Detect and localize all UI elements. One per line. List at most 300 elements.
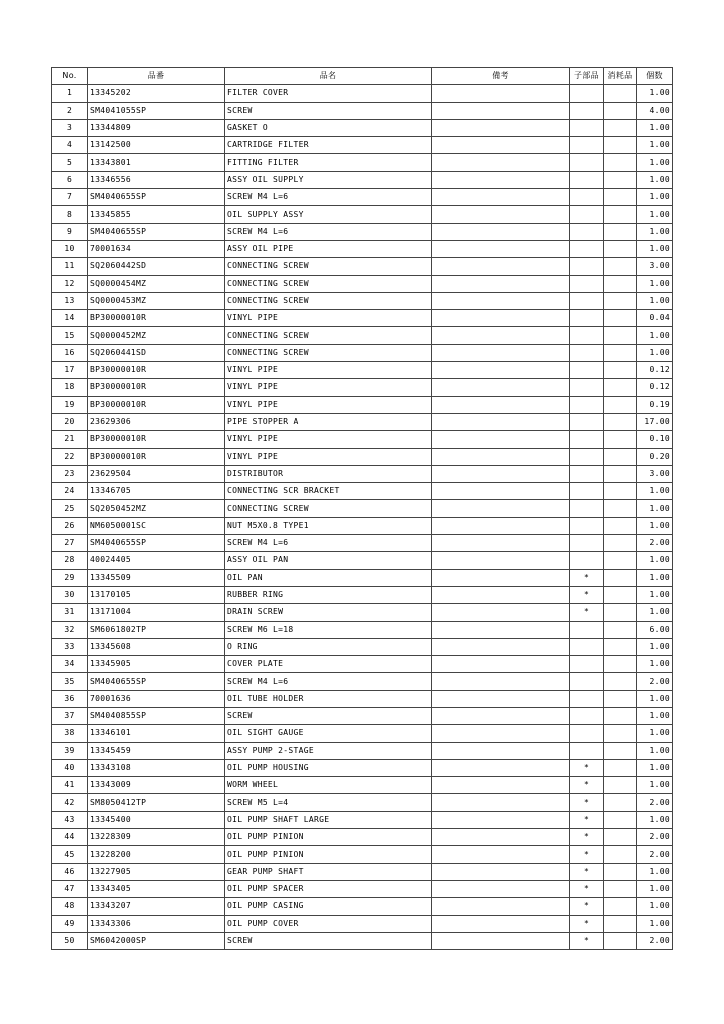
sub-part-mark-cell: [570, 206, 604, 223]
quantity-cell: 1.00: [637, 292, 673, 309]
consumable-mark-cell: [604, 759, 637, 776]
table-row: [52, 880, 673, 897]
row-number-cell: 7: [52, 189, 88, 206]
row-number-cell: 9: [52, 223, 88, 240]
part-name-cell: PIPE STOPPER A: [225, 413, 432, 430]
part-number-cell: 13343009: [88, 777, 225, 794]
sub-part-mark-cell: [570, 500, 604, 517]
row-number-cell: 48: [52, 898, 88, 915]
sub-part-mark-cell: [570, 344, 604, 361]
consumable-mark-cell: [604, 932, 637, 949]
remarks-cell: [432, 137, 570, 154]
sub-part-mark-cell: [570, 137, 604, 154]
remarks-cell: [432, 500, 570, 517]
table-row: [52, 932, 673, 949]
row-number-cell: 23: [52, 465, 88, 482]
remarks-cell: [432, 932, 570, 949]
quantity-cell: 1.00: [637, 725, 673, 742]
part-number-cell: BP30000010R: [88, 396, 225, 413]
quantity-cell: 1.00: [637, 275, 673, 292]
table-row: [52, 240, 673, 257]
sub-part-mark-cell: [570, 275, 604, 292]
part-number-cell: 13227905: [88, 863, 225, 880]
part-number-cell: 13171004: [88, 604, 225, 621]
row-number-cell: 35: [52, 673, 88, 690]
sub-part-mark-cell: [570, 638, 604, 655]
row-number-cell: 2: [52, 102, 88, 119]
part-name-cell: CONNECTING SCREW: [225, 275, 432, 292]
table-row: [52, 171, 673, 188]
quantity-cell: 2.00: [637, 829, 673, 846]
row-number-cell: 43: [52, 811, 88, 828]
remarks-cell: [432, 777, 570, 794]
part-number-cell: 13345509: [88, 569, 225, 586]
quantity-cell: 1.00: [637, 119, 673, 136]
part-number-cell: SQ0000453MZ: [88, 292, 225, 309]
consumable-mark-cell: [604, 119, 637, 136]
table-row: [52, 552, 673, 569]
part-number-cell: SQ2050452MZ: [88, 500, 225, 517]
sub-part-mark-cell: [570, 742, 604, 759]
part-name-cell: CONNECTING SCREW: [225, 500, 432, 517]
consumable-mark-cell: [604, 621, 637, 638]
table-row: [52, 759, 673, 776]
part-number-cell: 13343801: [88, 154, 225, 171]
sub-part-mark-cell: [570, 327, 604, 344]
row-number-cell: 27: [52, 535, 88, 552]
part-name-cell: SCREW M4 L=6: [225, 535, 432, 552]
part-name-cell: SCREW M4 L=6: [225, 673, 432, 690]
part-name-cell: ASSY OIL PAN: [225, 552, 432, 569]
sub-part-mark-cell: [570, 465, 604, 482]
sub-part-mark-cell: *: [570, 898, 604, 915]
part-number-cell: BP30000010R: [88, 448, 225, 465]
part-number-cell: SM6042000SP: [88, 932, 225, 949]
sub-part-mark-cell: [570, 413, 604, 430]
remarks-cell: [432, 829, 570, 846]
part-number-cell: 13170105: [88, 586, 225, 603]
part-number-cell: SM4040855SP: [88, 707, 225, 724]
table-row: [52, 863, 673, 880]
table-row: [52, 137, 673, 154]
header-part-number: 品番: [88, 68, 225, 85]
remarks-cell: [432, 742, 570, 759]
remarks-cell: [432, 275, 570, 292]
table-row: [52, 569, 673, 586]
quantity-cell: 6.00: [637, 621, 673, 638]
remarks-cell: [432, 292, 570, 309]
sub-part-mark-cell: *: [570, 811, 604, 828]
sub-part-mark-cell: [570, 240, 604, 257]
consumable-mark-cell: [604, 448, 637, 465]
sub-part-mark-cell: [570, 690, 604, 707]
row-number-cell: 21: [52, 431, 88, 448]
row-number-cell: 3: [52, 119, 88, 136]
row-number-cell: 30: [52, 586, 88, 603]
consumable-mark-cell: [604, 829, 637, 846]
part-number-cell: SM6061802TP: [88, 621, 225, 638]
sub-part-mark-cell: [570, 431, 604, 448]
part-name-cell: CONNECTING SCREW: [225, 344, 432, 361]
remarks-cell: [432, 413, 570, 430]
part-number-cell: SQ2060442SD: [88, 258, 225, 275]
remarks-cell: [432, 465, 570, 482]
part-number-cell: 13343306: [88, 915, 225, 932]
quantity-cell: 1.00: [637, 483, 673, 500]
quantity-cell: 0.10: [637, 431, 673, 448]
table-row: [52, 102, 673, 119]
quantity-cell: 1.00: [637, 898, 673, 915]
quantity-cell: 1.00: [637, 759, 673, 776]
row-number-cell: 16: [52, 344, 88, 361]
part-number-cell: SM4041055SP: [88, 102, 225, 119]
part-name-cell: OIL PUMP PINION: [225, 846, 432, 863]
sub-part-mark-cell: *: [570, 880, 604, 897]
row-number-cell: 12: [52, 275, 88, 292]
quantity-cell: 1.00: [637, 863, 673, 880]
table-row: [52, 362, 673, 379]
table-row: [52, 206, 673, 223]
part-number-cell: SM4040655SP: [88, 673, 225, 690]
remarks-cell: [432, 604, 570, 621]
part-name-cell: COVER PLATE: [225, 656, 432, 673]
consumable-mark-cell: [604, 552, 637, 569]
consumable-mark-cell: [604, 327, 637, 344]
part-name-cell: NUT M5X0.8 TYPE1: [225, 517, 432, 534]
consumable-mark-cell: [604, 742, 637, 759]
quantity-cell: 1.00: [637, 777, 673, 794]
parts-list-table: [51, 67, 673, 950]
consumable-mark-cell: [604, 240, 637, 257]
quantity-cell: 1.00: [637, 189, 673, 206]
remarks-cell: [432, 811, 570, 828]
table-row: [52, 846, 673, 863]
part-number-cell: 13345400: [88, 811, 225, 828]
consumable-mark-cell: [604, 310, 637, 327]
row-number-cell: 31: [52, 604, 88, 621]
part-name-cell: RUBBER RING: [225, 586, 432, 603]
remarks-cell: [432, 154, 570, 171]
part-number-cell: SM4040655SP: [88, 189, 225, 206]
sub-part-mark-cell: *: [570, 932, 604, 949]
consumable-mark-cell: [604, 223, 637, 240]
consumable-mark-cell: [604, 275, 637, 292]
part-number-cell: 13228200: [88, 846, 225, 863]
sub-part-mark-cell: *: [570, 777, 604, 794]
table-row: [52, 829, 673, 846]
remarks-cell: [432, 258, 570, 275]
sub-part-mark-cell: [570, 223, 604, 240]
quantity-cell: 3.00: [637, 465, 673, 482]
consumable-mark-cell: [604, 846, 637, 863]
header-part-name: 品名: [225, 68, 432, 85]
part-number-cell: 13343207: [88, 898, 225, 915]
row-number-cell: 15: [52, 327, 88, 344]
consumable-mark-cell: [604, 102, 637, 119]
part-name-cell: CONNECTING SCREW: [225, 258, 432, 275]
part-number-cell: SM4040655SP: [88, 223, 225, 240]
part-name-cell: VINYL PIPE: [225, 379, 432, 396]
remarks-cell: [432, 638, 570, 655]
table-row: [52, 431, 673, 448]
table-row: [52, 898, 673, 915]
part-name-cell: GEAR PUMP SHAFT: [225, 863, 432, 880]
quantity-cell: 1.00: [637, 240, 673, 257]
quantity-cell: 1.00: [637, 811, 673, 828]
remarks-cell: [432, 171, 570, 188]
remarks-cell: [432, 119, 570, 136]
consumable-mark-cell: [604, 794, 637, 811]
part-number-cell: 13228309: [88, 829, 225, 846]
table-row: [52, 742, 673, 759]
part-number-cell: 13345608: [88, 638, 225, 655]
consumable-mark-cell: [604, 413, 637, 430]
remarks-cell: [432, 396, 570, 413]
sub-part-mark-cell: *: [570, 846, 604, 863]
sub-part-mark-cell: [570, 396, 604, 413]
consumable-mark-cell: [604, 811, 637, 828]
consumable-mark-cell: [604, 535, 637, 552]
part-number-cell: 13142500: [88, 137, 225, 154]
row-number-cell: 13: [52, 292, 88, 309]
part-number-cell: SQ2060441SD: [88, 344, 225, 361]
table-row: [52, 413, 673, 430]
table-row: [52, 258, 673, 275]
table-row: [52, 673, 673, 690]
part-number-cell: 13345855: [88, 206, 225, 223]
table-row: [52, 465, 673, 482]
part-name-cell: OIL PUMP COVER: [225, 915, 432, 932]
part-number-cell: 13346556: [88, 171, 225, 188]
part-number-cell: 13343108: [88, 759, 225, 776]
part-number-cell: 13345202: [88, 85, 225, 102]
remarks-cell: [432, 189, 570, 206]
part-number-cell: 13345459: [88, 742, 225, 759]
consumable-mark-cell: [604, 344, 637, 361]
table-row: [52, 448, 673, 465]
row-number-cell: 40: [52, 759, 88, 776]
table-row: [52, 310, 673, 327]
quantity-cell: 1.00: [637, 344, 673, 361]
sub-part-mark-cell: [570, 725, 604, 742]
row-number-cell: 25: [52, 500, 88, 517]
part-number-cell: SQ0000452MZ: [88, 327, 225, 344]
remarks-cell: [432, 673, 570, 690]
table-row: [52, 85, 673, 102]
row-number-cell: 26: [52, 517, 88, 534]
quantity-cell: 0.20: [637, 448, 673, 465]
part-number-cell: BP30000010R: [88, 431, 225, 448]
row-number-cell: 46: [52, 863, 88, 880]
remarks-cell: [432, 102, 570, 119]
part-name-cell: OIL TUBE HOLDER: [225, 690, 432, 707]
part-name-cell: DISTRIBUTOR: [225, 465, 432, 482]
remarks-cell: [432, 344, 570, 361]
remarks-cell: [432, 535, 570, 552]
consumable-mark-cell: [604, 431, 637, 448]
sub-part-mark-cell: [570, 189, 604, 206]
quantity-cell: 1.00: [637, 656, 673, 673]
quantity-cell: 1.00: [637, 586, 673, 603]
part-name-cell: CARTRIDGE FILTER: [225, 137, 432, 154]
table-row: [52, 915, 673, 932]
row-number-cell: 1: [52, 85, 88, 102]
table-row: [52, 517, 673, 534]
part-name-cell: GASKET O: [225, 119, 432, 136]
consumable-mark-cell: [604, 206, 637, 223]
part-number-cell: 70001634: [88, 240, 225, 257]
sub-part-mark-cell: [570, 102, 604, 119]
part-name-cell: OIL SIGHT GAUGE: [225, 725, 432, 742]
quantity-cell: 0.12: [637, 362, 673, 379]
table-row: [52, 189, 673, 206]
consumable-mark-cell: [604, 465, 637, 482]
remarks-cell: [432, 362, 570, 379]
consumable-mark-cell: [604, 137, 637, 154]
part-name-cell: CONNECTING SCREW: [225, 327, 432, 344]
remarks-cell: [432, 846, 570, 863]
row-number-cell: 14: [52, 310, 88, 327]
part-number-cell: 40024405: [88, 552, 225, 569]
row-number-cell: 8: [52, 206, 88, 223]
table-row: [52, 292, 673, 309]
table-row: [52, 344, 673, 361]
consumable-mark-cell: [604, 638, 637, 655]
part-number-cell: SQ0000454MZ: [88, 275, 225, 292]
part-name-cell: OIL PAN: [225, 569, 432, 586]
table-row: [52, 725, 673, 742]
quantity-cell: 1.00: [637, 915, 673, 932]
header-remarks: 備考: [432, 68, 570, 85]
row-number-cell: 49: [52, 915, 88, 932]
sub-part-mark-cell: *: [570, 794, 604, 811]
table-row: [52, 586, 673, 603]
quantity-cell: 2.00: [637, 932, 673, 949]
quantity-cell: 0.12: [637, 379, 673, 396]
part-name-cell: OIL PUMP HOUSING: [225, 759, 432, 776]
consumable-mark-cell: [604, 690, 637, 707]
row-number-cell: 38: [52, 725, 88, 742]
part-name-cell: OIL SUPPLY ASSY: [225, 206, 432, 223]
quantity-cell: 1.00: [637, 500, 673, 517]
remarks-cell: [432, 206, 570, 223]
table-row: [52, 379, 673, 396]
sub-part-mark-cell: [570, 621, 604, 638]
part-name-cell: SCREW M4 L=6: [225, 223, 432, 240]
remarks-cell: [432, 586, 570, 603]
table-row: [52, 396, 673, 413]
remarks-cell: [432, 725, 570, 742]
part-name-cell: SCREW: [225, 102, 432, 119]
part-name-cell: CONNECTING SCR BRACKET: [225, 483, 432, 500]
row-number-cell: 18: [52, 379, 88, 396]
table-row: [52, 119, 673, 136]
consumable-mark-cell: [604, 777, 637, 794]
part-number-cell: BP30000010R: [88, 310, 225, 327]
quantity-cell: 1.00: [637, 171, 673, 188]
part-number-cell: BP30000010R: [88, 362, 225, 379]
sub-part-mark-cell: [570, 85, 604, 102]
table-row: [52, 327, 673, 344]
remarks-cell: [432, 707, 570, 724]
quantity-cell: 0.19: [637, 396, 673, 413]
row-number-cell: 4: [52, 137, 88, 154]
table-row: [52, 223, 673, 240]
remarks-cell: [432, 863, 570, 880]
quantity-cell: 1.00: [637, 690, 673, 707]
row-number-cell: 17: [52, 362, 88, 379]
parts-rows: [52, 85, 673, 950]
consumable-mark-cell: [604, 85, 637, 102]
part-name-cell: VINYL PIPE: [225, 396, 432, 413]
row-number-cell: 34: [52, 656, 88, 673]
part-name-cell: VINYL PIPE: [225, 448, 432, 465]
remarks-cell: [432, 483, 570, 500]
consumable-mark-cell: [604, 586, 637, 603]
sub-part-mark-cell: [570, 656, 604, 673]
quantity-cell: 1.00: [637, 880, 673, 897]
quantity-cell: 1.00: [637, 569, 673, 586]
table-row: [52, 690, 673, 707]
sub-part-mark-cell: [570, 119, 604, 136]
part-number-cell: 13344809: [88, 119, 225, 136]
sub-part-mark-cell: [570, 379, 604, 396]
table-row: [52, 275, 673, 292]
part-name-cell: ASSY OIL SUPPLY: [225, 171, 432, 188]
consumable-mark-cell: [604, 362, 637, 379]
consumable-mark-cell: [604, 500, 637, 517]
consumable-mark-cell: [604, 517, 637, 534]
quantity-cell: 1.00: [637, 552, 673, 569]
part-name-cell: SCREW M6 L=18: [225, 621, 432, 638]
row-number-cell: 33: [52, 638, 88, 655]
sub-part-mark-cell: [570, 483, 604, 500]
consumable-mark-cell: [604, 396, 637, 413]
consumable-mark-cell: [604, 707, 637, 724]
part-number-cell: 23629306: [88, 413, 225, 430]
quantity-cell: 1.00: [637, 517, 673, 534]
quantity-cell: 4.00: [637, 102, 673, 119]
sub-part-mark-cell: *: [570, 759, 604, 776]
remarks-cell: [432, 656, 570, 673]
part-number-cell: 13345905: [88, 656, 225, 673]
consumable-mark-cell: [604, 258, 637, 275]
sub-part-mark-cell: *: [570, 829, 604, 846]
quantity-cell: 1.00: [637, 707, 673, 724]
table-row: [52, 638, 673, 655]
row-number-cell: 5: [52, 154, 88, 171]
row-number-cell: 28: [52, 552, 88, 569]
part-name-cell: WORM WHEEL: [225, 777, 432, 794]
quantity-cell: 1.00: [637, 154, 673, 171]
row-number-cell: 39: [52, 742, 88, 759]
sub-part-mark-cell: [570, 292, 604, 309]
quantity-cell: 17.00: [637, 413, 673, 430]
sub-part-mark-cell: [570, 154, 604, 171]
table-row: [52, 656, 673, 673]
row-number-cell: 45: [52, 846, 88, 863]
remarks-cell: [432, 85, 570, 102]
part-name-cell: OIL PUMP PINION: [225, 829, 432, 846]
part-name-cell: VINYL PIPE: [225, 431, 432, 448]
part-name-cell: OIL PUMP SPACER: [225, 880, 432, 897]
row-number-cell: 50: [52, 932, 88, 949]
part-name-cell: OIL PUMP CASING: [225, 898, 432, 915]
consumable-mark-cell: [604, 292, 637, 309]
consumable-mark-cell: [604, 725, 637, 742]
part-name-cell: FILTER COVER: [225, 85, 432, 102]
row-number-cell: 47: [52, 880, 88, 897]
